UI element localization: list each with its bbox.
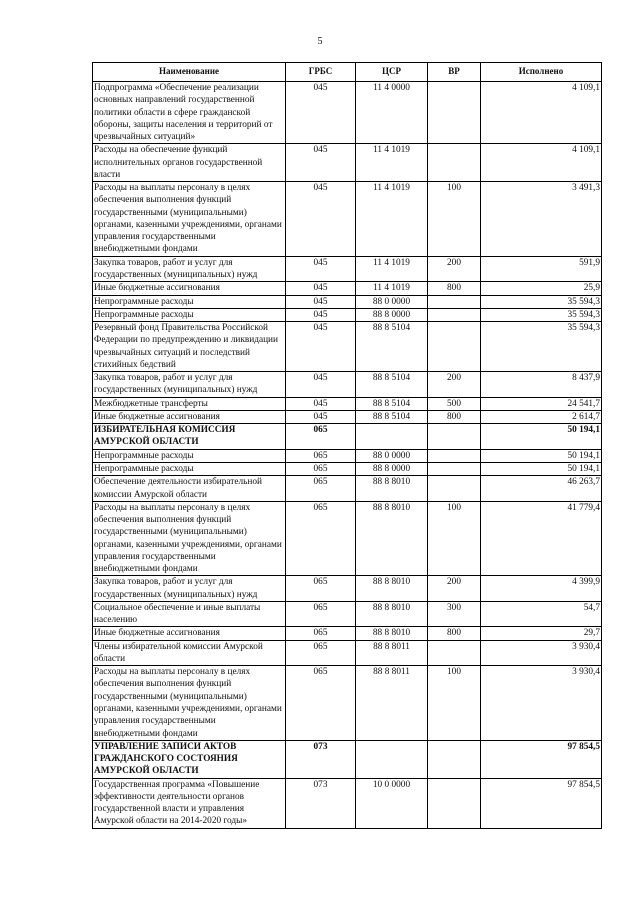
cell-name: Иные бюджетные ассигнования [93, 627, 286, 640]
table-row [93, 82, 602, 144]
cell-name: Непрограммные расходы [93, 295, 286, 308]
cell-csr: 88 8 0000 [356, 462, 428, 475]
cell-grbs: 065 [286, 627, 356, 640]
cell-name: Расходы на выплаты персоналу в целях обеспечения выполнения функций государственными (муниципальными) органами, казенными учреждениями, органами управления государственными внебюджетными фондами [93, 501, 286, 576]
cell-csr: 11 4 1019 [356, 282, 428, 295]
table-row [93, 501, 602, 576]
cell-vr: 200 [428, 372, 481, 398]
cell-name: Закупка товаров, работ и услуг для государственных (муниципальных) нужд [93, 372, 286, 398]
cell-grbs: 065 [286, 601, 356, 627]
cell-vr: 100 [428, 182, 481, 257]
cell-vr [428, 308, 481, 321]
table-row [93, 182, 602, 257]
cell-isp: 25,9 [481, 282, 602, 295]
cell-isp: 35 594,3 [481, 308, 602, 321]
cell-isp: 3 491,3 [481, 182, 602, 257]
cell-csr: 88 8 8010 [356, 601, 428, 627]
table-row [93, 322, 602, 372]
cell-csr [356, 740, 428, 778]
cell-isp: 4 109,1 [481, 82, 602, 144]
cell-csr: 10 0 0000 [356, 778, 428, 828]
cell-vr [428, 476, 481, 502]
cell-name: Расходы на выплаты персоналу в целях обеспечения выполнения функций государственными (муниципальными) органами, казенными учреждениями, органами управления государственными внебюджетными фондами [93, 666, 286, 741]
cell-isp: 29,7 [481, 627, 602, 640]
cell-name: Непрограммные расходы [93, 449, 286, 462]
cell-name: Социальное обеспечение и иные выплаты населению [93, 601, 286, 627]
cell-isp: 591,9 [481, 256, 602, 282]
cell-csr: 88 8 8010 [356, 576, 428, 602]
cell-isp: 24 541,7 [481, 397, 602, 410]
cell-grbs: 045 [286, 308, 356, 321]
cell-name: Расходы на выплаты персоналу в целях обеспечения выполнения функций государственными (муниципальными) органами, казенными учреждениями, органами управления государственными внебюджетными фондами [93, 182, 286, 257]
cell-grbs: 065 [286, 666, 356, 741]
header-name: Наименование [93, 63, 286, 82]
table-row [93, 640, 602, 666]
cell-isp: 2 614,7 [481, 410, 602, 423]
cell-vr [428, 322, 481, 372]
cell-isp: 4 109,1 [481, 144, 602, 182]
table-header-row [93, 63, 602, 82]
cell-name: ИЗБИРАТЕЛЬНАЯ КОМИССИЯ АМУРСКОЙ ОБЛАСТИ [93, 424, 286, 450]
cell-isp: 35 594,3 [481, 322, 602, 372]
header-vr: ВР [428, 63, 481, 82]
cell-grbs: 065 [286, 424, 356, 450]
cell-csr: 88 8 5104 [356, 397, 428, 410]
cell-name: Закупка товаров, работ и услуг для государственных (муниципальных) нужд [93, 256, 286, 282]
cell-vr [428, 778, 481, 828]
cell-isp: 8 437,9 [481, 372, 602, 398]
table-row [93, 410, 602, 423]
table-row [93, 256, 602, 282]
cell-grbs: 045 [286, 410, 356, 423]
cell-csr: 88 0 0000 [356, 295, 428, 308]
table-row [93, 601, 602, 627]
cell-grbs: 045 [286, 256, 356, 282]
cell-name: Подпрограмма «Обеспечение реализации основных направлений государственной политики области в сфере гражданской обороны, защиты населения и территорий от чрезвычайных ситуаций» [93, 82, 286, 144]
cell-isp: 4 399,9 [481, 576, 602, 602]
table-row [93, 308, 602, 321]
cell-csr: 11 4 1019 [356, 182, 428, 257]
cell-vr: 500 [428, 397, 481, 410]
cell-csr: 88 8 8010 [356, 501, 428, 576]
cell-isp: 35 594,3 [481, 295, 602, 308]
table-row [93, 282, 602, 295]
cell-csr: 88 8 5104 [356, 322, 428, 372]
cell-csr: 88 8 5104 [356, 372, 428, 398]
cell-csr: 11 4 1019 [356, 144, 428, 182]
cell-name: Резервный фонд Правительства Российской Федерации по предупреждению и ликвидации чрезвычайных ситуаций и последствий стихийных бедствий [93, 322, 286, 372]
cell-isp: 41 779,4 [481, 501, 602, 576]
cell-name: Непрограммные расходы [93, 462, 286, 475]
cell-grbs: 065 [286, 449, 356, 462]
cell-name: Непрограммные расходы [93, 308, 286, 321]
cell-isp: 3 930,4 [481, 640, 602, 666]
cell-csr: 88 8 8011 [356, 640, 428, 666]
cell-csr: 11 4 1019 [356, 256, 428, 282]
header-grbs: ГРБС [286, 63, 356, 82]
cell-grbs: 045 [286, 295, 356, 308]
cell-grbs: 045 [286, 282, 356, 295]
cell-grbs: 073 [286, 778, 356, 828]
cell-vr: 800 [428, 627, 481, 640]
cell-vr [428, 144, 481, 182]
cell-grbs: 065 [286, 501, 356, 576]
cell-vr: 100 [428, 666, 481, 741]
table-row [93, 144, 602, 182]
cell-vr: 200 [428, 576, 481, 602]
header-csr: ЦСР [356, 63, 428, 82]
cell-grbs: 065 [286, 640, 356, 666]
table-row [93, 576, 602, 602]
cell-csr: 88 8 8011 [356, 666, 428, 741]
cell-name: Иные бюджетные ассигнования [93, 282, 286, 295]
cell-csr: 88 8 8010 [356, 627, 428, 640]
cell-grbs: 045 [286, 397, 356, 410]
cell-name: Государственная программа «Повышение эффективности деятельности органов государственной власти и управления Амурской области на 2014-2020 годы» [93, 778, 286, 828]
cell-csr: 11 4 0000 [356, 82, 428, 144]
budget-table [92, 62, 602, 829]
header-isp: Исполнено [481, 63, 602, 82]
cell-name: Расходы на обеспечение функций исполнительных органов государственной власти [93, 144, 286, 182]
cell-vr [428, 449, 481, 462]
cell-isp: 50 194,1 [481, 462, 602, 475]
cell-vr [428, 640, 481, 666]
cell-grbs: 045 [286, 322, 356, 372]
cell-vr [428, 424, 481, 450]
cell-name: Межбюджетные трансферты [93, 397, 286, 410]
cell-csr: 88 8 8010 [356, 476, 428, 502]
cell-grbs: 045 [286, 144, 356, 182]
page-number: 5 [317, 36, 323, 47]
cell-isp: 46 263,7 [481, 476, 602, 502]
cell-grbs: 045 [286, 372, 356, 398]
cell-csr: 88 0 0000 [356, 449, 428, 462]
cell-csr: 88 8 0000 [356, 308, 428, 321]
cell-grbs: 045 [286, 82, 356, 144]
table-row [93, 424, 602, 450]
cell-isp: 54,7 [481, 601, 602, 627]
cell-grbs: 065 [286, 476, 356, 502]
table-row [93, 627, 602, 640]
cell-isp: 97 854,5 [481, 778, 602, 828]
cell-isp: 3 930,4 [481, 666, 602, 741]
cell-grbs: 073 [286, 740, 356, 778]
table-row [93, 462, 602, 475]
cell-name: Закупка товаров, работ и услуг для государственных (муниципальных) нужд [93, 576, 286, 602]
cell-vr [428, 740, 481, 778]
cell-vr [428, 462, 481, 475]
table-row [93, 372, 602, 398]
cell-isp: 50 194,1 [481, 424, 602, 450]
table-row [93, 449, 602, 462]
cell-name: УПРАВЛЕНИЕ ЗАПИСИ АКТОВ ГРАЖДАНСКОГО СОСТОЯНИЯ АМУРСКОЙ ОБЛАСТИ [93, 740, 286, 778]
cell-vr: 800 [428, 282, 481, 295]
cell-vr [428, 82, 481, 144]
cell-vr: 200 [428, 256, 481, 282]
cell-grbs: 065 [286, 462, 356, 475]
table-row [93, 778, 602, 828]
cell-name: Члены избирательной комиссии Амурской области [93, 640, 286, 666]
cell-isp: 97 854,5 [481, 740, 602, 778]
cell-name: Иные бюджетные ассигнования [93, 410, 286, 423]
table-row [93, 666, 602, 741]
table-row [93, 295, 602, 308]
cell-vr: 100 [428, 501, 481, 576]
cell-isp: 50 194,1 [481, 449, 602, 462]
table-row [93, 740, 602, 778]
cell-vr: 300 [428, 601, 481, 627]
cell-grbs: 065 [286, 576, 356, 602]
cell-vr [428, 295, 481, 308]
cell-name: Обеспечение деятельности избирательной комиссии Амурской области [93, 476, 286, 502]
cell-grbs: 045 [286, 182, 356, 257]
table-row [93, 476, 602, 502]
table-row [93, 397, 602, 410]
cell-csr [356, 424, 428, 450]
cell-csr: 88 8 5104 [356, 410, 428, 423]
cell-vr: 800 [428, 410, 481, 423]
